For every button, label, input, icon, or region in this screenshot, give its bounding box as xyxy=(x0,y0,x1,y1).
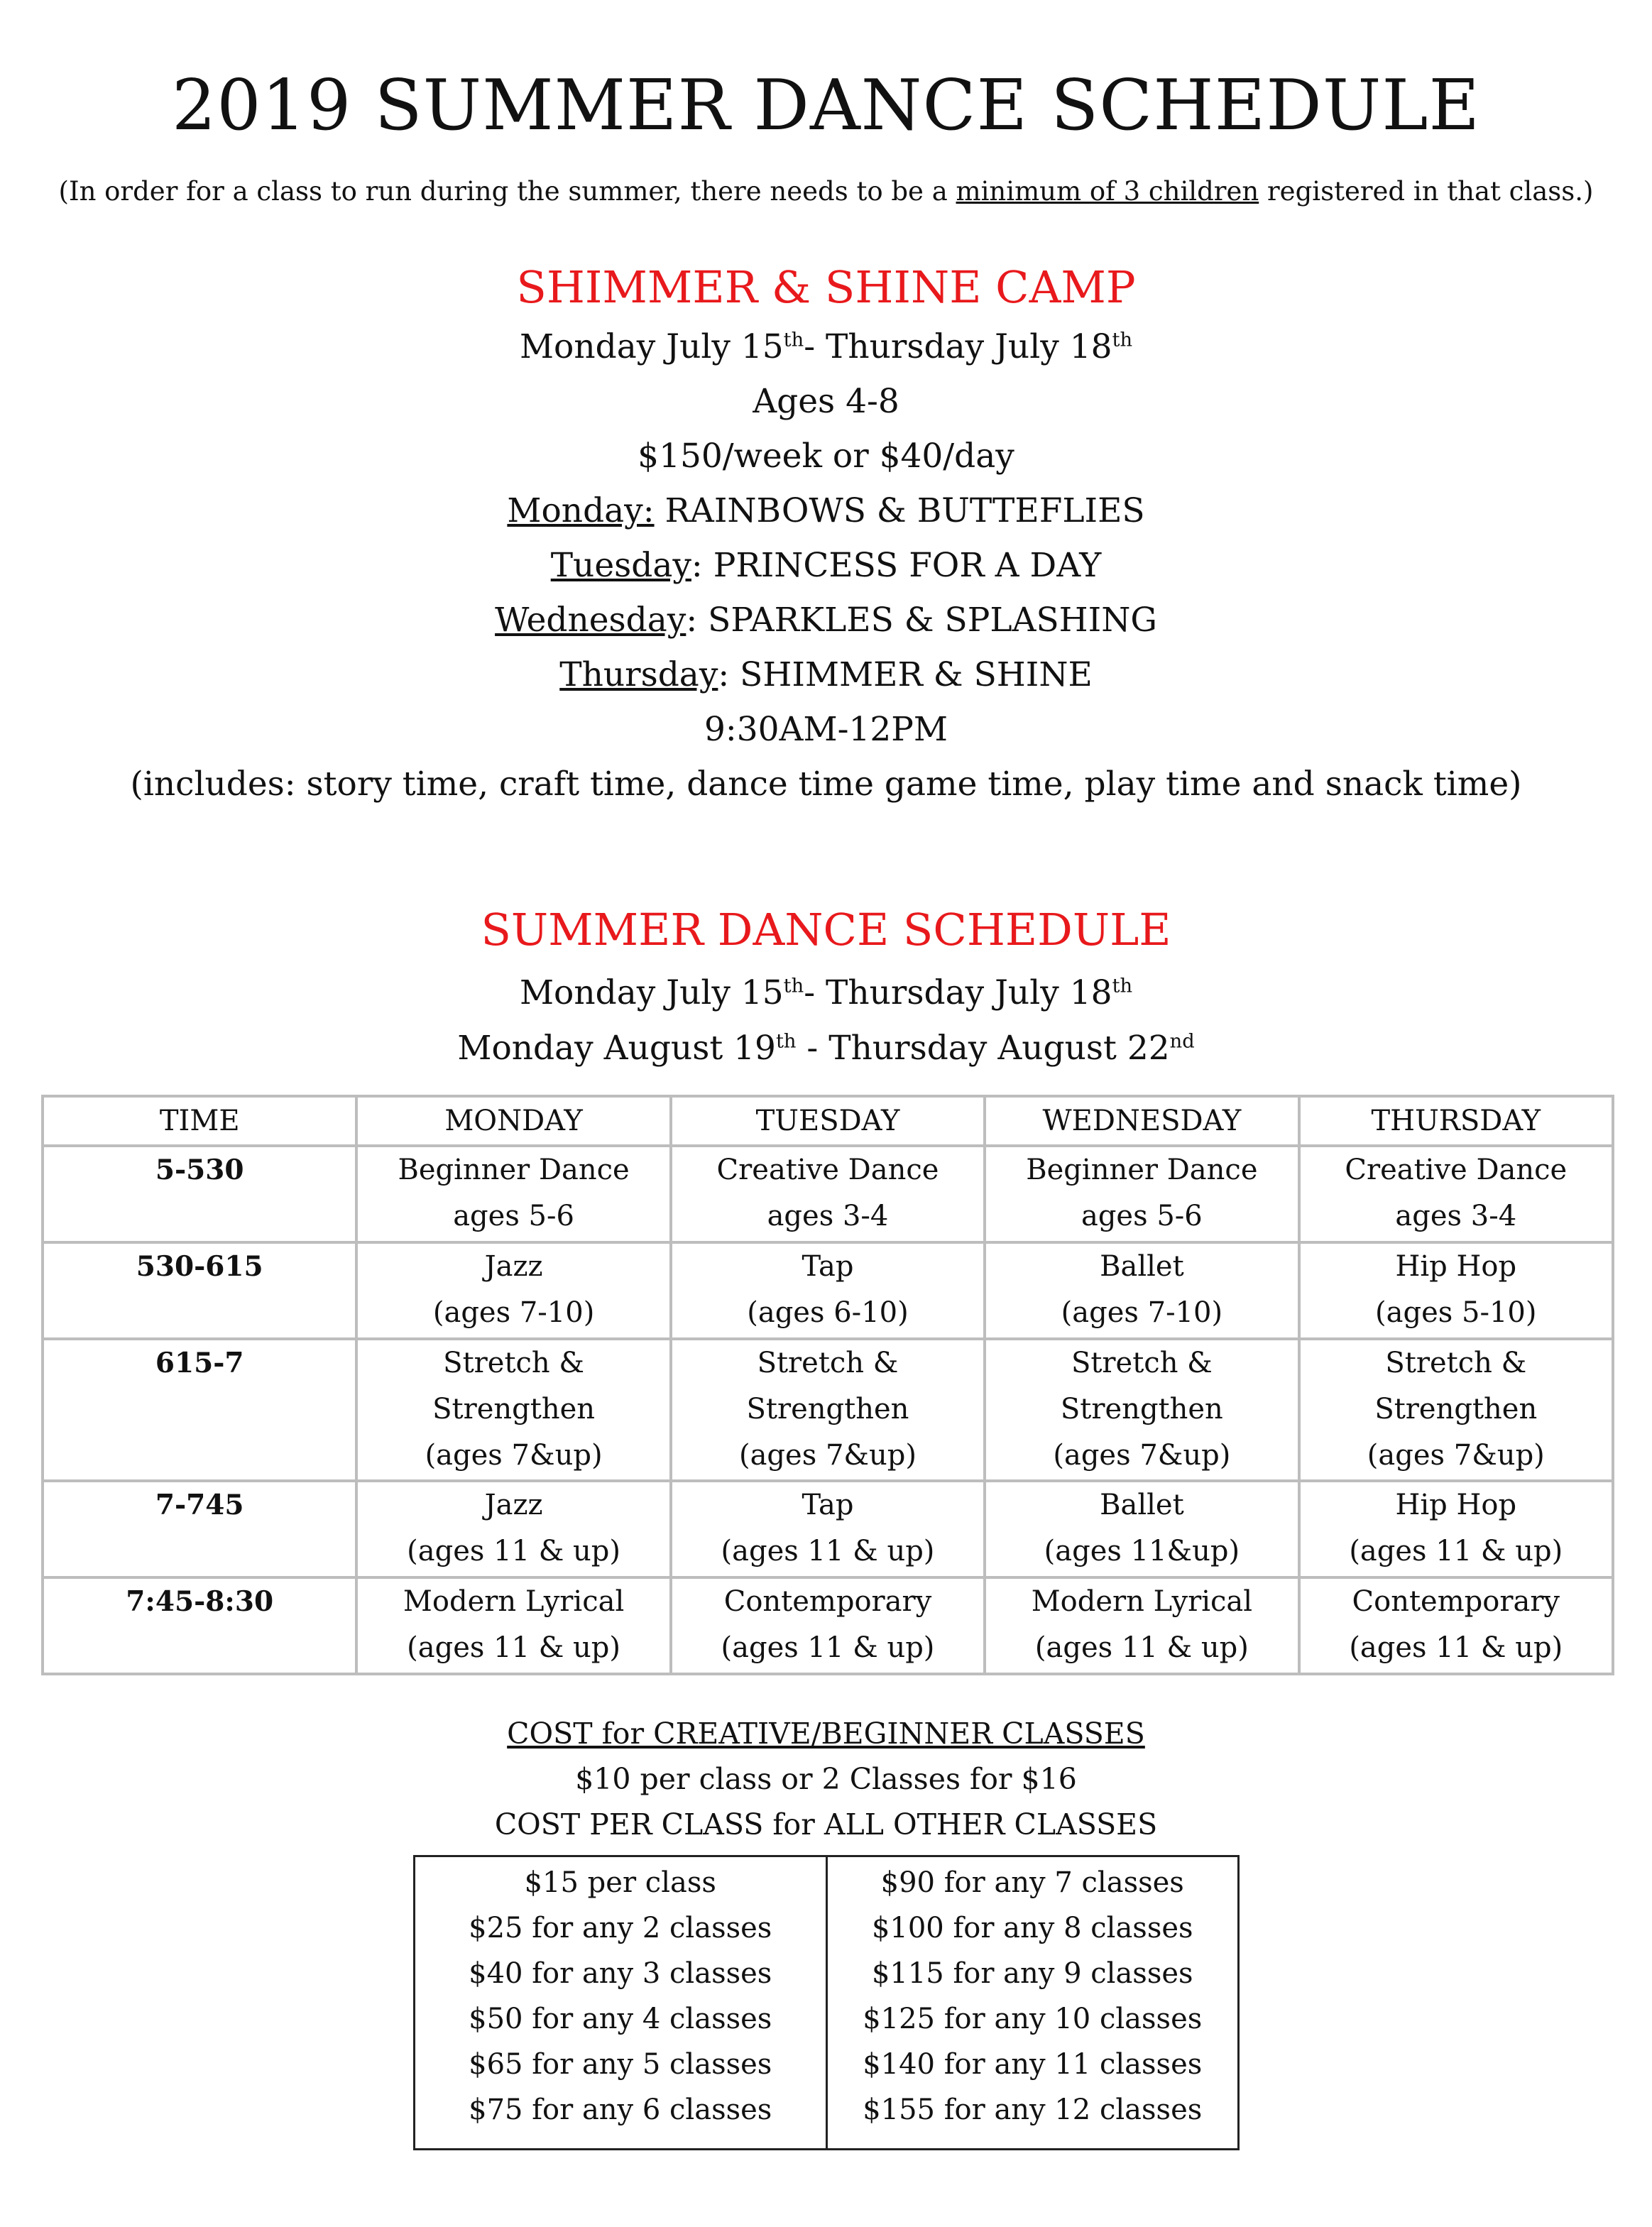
class-detail: (ages 11 & up) xyxy=(407,1631,621,1664)
class-name: Ballet xyxy=(1100,1250,1184,1283)
class-cell-thursday xyxy=(1299,1242,1613,1339)
class-cell-wednesday xyxy=(985,1577,1298,1674)
class-detail: (ages 7&up) xyxy=(738,1439,917,1472)
price-line: $90 for any 7 classes xyxy=(880,1866,1184,1899)
class-detail: (ages 11 & up) xyxy=(721,1535,935,1567)
other-cost-heading: COST PER CLASS for ALL OTHER CLASSES xyxy=(494,1807,1158,1842)
camp-time: 9:30AM-12PM xyxy=(704,710,948,749)
camp-dates xyxy=(0,319,1652,374)
class-detail: Strengthen xyxy=(432,1393,596,1426)
class-detail: (ages 7&up) xyxy=(425,1439,603,1472)
camp-ages: Ages 4-8 xyxy=(753,382,899,421)
class-name: Stretch & xyxy=(1071,1347,1213,1379)
class-name: Modern Lyrical xyxy=(1031,1585,1253,1618)
table-header-row xyxy=(43,1096,1613,1146)
price-line: $65 for any 5 classes xyxy=(469,2048,772,2081)
camp-day-thursday xyxy=(0,647,1652,702)
class-detail: ages 3-4 xyxy=(767,1200,889,1232)
camp-includes: (includes: story time, craft time, dance time game time, play time and snack time) xyxy=(130,765,1522,804)
class-detail: Strengthen xyxy=(746,1393,909,1426)
class-detail: Strengthen xyxy=(1060,1393,1223,1426)
schedule-date-start: Monday July 15 xyxy=(519,973,784,1012)
class-detail: (ages 7-10) xyxy=(1061,1296,1223,1329)
schedule-date-start-suffix: th xyxy=(783,975,804,997)
table-row xyxy=(43,1242,1613,1339)
time-slot-cell: 615-7 xyxy=(43,1339,356,1481)
class-detail: (ages 11 & up) xyxy=(407,1535,621,1567)
cost-section xyxy=(0,1711,1652,1847)
class-name: Creative Dance xyxy=(716,1154,939,1186)
class-name: Hip Hop xyxy=(1395,1489,1517,1521)
class-cell-thursday xyxy=(1299,1577,1613,1674)
class-cell-thursday xyxy=(1299,1146,1613,1242)
note-text-before: (In order for a class to run during the summer, there needs to be a xyxy=(58,176,956,207)
camp-day-theme: SPARKLES & SPLASHING xyxy=(697,601,1157,640)
column-header-time: TIME xyxy=(43,1096,356,1146)
class-detail: ages 3-4 xyxy=(1395,1200,1517,1232)
class-name: Ballet xyxy=(1100,1489,1184,1521)
price-line: $25 for any 2 classes xyxy=(469,1912,772,1944)
page-title: 2019 SUMMER DANCE SCHEDULE xyxy=(171,65,1481,146)
table-row xyxy=(43,1146,1613,1242)
camp-day-theme: SHIMMER & SHINE xyxy=(729,655,1093,694)
price-line: $115 for any 9 classes xyxy=(871,1957,1193,1990)
class-detail: (ages 7-10) xyxy=(432,1296,595,1329)
price-line: $125 for any 10 classes xyxy=(863,2003,1203,2035)
class-name: Creative Dance xyxy=(1345,1154,1568,1186)
class-detail: ages 5-6 xyxy=(453,1200,574,1232)
camp-day-tuesday xyxy=(0,538,1652,593)
price-line: $75 for any 6 classes xyxy=(469,2094,772,2126)
column-header-wednesday: WEDNESDAY xyxy=(985,1096,1298,1146)
class-name: Tap xyxy=(802,1489,854,1521)
creative-cost-heading-text: COST for CREATIVE/BEGINNER CLASSES xyxy=(507,1717,1145,1751)
class-detail: (ages 11&up) xyxy=(1044,1535,1240,1567)
class-name: Beginner Dance xyxy=(1026,1154,1258,1186)
class-detail: (ages 5-10) xyxy=(1375,1296,1537,1329)
schedule-date-end: - Thursday July 18 xyxy=(804,973,1112,1012)
class-detail: (ages 11 & up) xyxy=(1349,1535,1563,1567)
class-cell-tuesday xyxy=(671,1146,985,1242)
price-line: $100 for any 8 classes xyxy=(871,1912,1193,1944)
camp-date-end-suffix: th xyxy=(1112,329,1133,351)
class-name: Stretch & xyxy=(757,1347,899,1379)
class-name: Stretch & xyxy=(1385,1347,1527,1379)
schedule-dates-july xyxy=(0,965,1652,1021)
class-cell-monday xyxy=(356,1339,670,1481)
note-text-after: registered in that class.) xyxy=(1259,176,1594,207)
class-name: Stretch & xyxy=(443,1347,584,1379)
class-name: Hip Hop xyxy=(1395,1250,1517,1283)
time-slot-cell: 5-530 xyxy=(43,1146,356,1242)
class-schedule-table xyxy=(41,1095,1614,1675)
camp-day-label: Monday: xyxy=(507,491,655,530)
creative-cost-heading xyxy=(0,1711,1652,1756)
class-detail: ages 5-6 xyxy=(1081,1200,1203,1232)
class-detail: (ages 6-10) xyxy=(747,1296,909,1329)
minimum-note xyxy=(0,176,1652,207)
camp-day-monday xyxy=(0,483,1652,538)
class-name: Jazz xyxy=(484,1489,543,1521)
table-row xyxy=(43,1339,1613,1481)
camp-day-wednesday xyxy=(0,593,1652,647)
column-header-tuesday: TUESDAY xyxy=(671,1096,985,1146)
camp-price: $150/week or $40/day xyxy=(638,437,1014,476)
camp-date-end: - Thursday July 18 xyxy=(804,327,1112,366)
camp-day-colon: : xyxy=(686,601,698,640)
price-line: $15 per class xyxy=(524,1866,716,1899)
schedule-date-end-suffix: th xyxy=(1112,975,1133,997)
class-cell-thursday xyxy=(1299,1481,1613,1577)
schedule-date-end-suffix: nd xyxy=(1169,1030,1195,1053)
class-name: Beginner Dance xyxy=(398,1154,630,1186)
camp-section xyxy=(0,256,1652,811)
table-row xyxy=(43,1577,1613,1674)
class-cell-tuesday xyxy=(671,1339,985,1481)
price-line: $155 for any 12 classes xyxy=(863,2094,1203,2126)
class-name: Contemporary xyxy=(723,1585,932,1618)
column-header-thursday: THURSDAY xyxy=(1299,1096,1613,1146)
camp-day-colon: : xyxy=(691,546,703,585)
class-cell-monday xyxy=(356,1577,670,1674)
class-name: Jazz xyxy=(484,1250,543,1283)
price-line: $40 for any 3 classes xyxy=(469,1957,772,1990)
schedule-heading: SUMMER DANCE SCHEDULE xyxy=(481,904,1171,956)
price-column-right xyxy=(826,1856,1239,2150)
class-detail: (ages 11 & up) xyxy=(1349,1631,1563,1664)
class-cell-wednesday xyxy=(985,1146,1298,1242)
class-detail: (ages 11 & up) xyxy=(721,1631,935,1664)
class-cell-monday xyxy=(356,1481,670,1577)
class-detail: (ages 7&up) xyxy=(1367,1439,1545,1472)
column-header-monday: MONDAY xyxy=(356,1096,670,1146)
creative-cost-price: $10 per class or 2 Classes for $16 xyxy=(575,1762,1077,1796)
class-cell-wednesday xyxy=(985,1481,1298,1577)
price-line: $50 for any 4 classes xyxy=(469,2003,772,2035)
camp-day-label: Tuesday xyxy=(550,546,691,585)
table-row xyxy=(43,1481,1613,1577)
schedule-dates-august xyxy=(0,1021,1652,1076)
class-detail: (ages 11 & up) xyxy=(1034,1631,1249,1664)
class-detail: (ages 7&up) xyxy=(1053,1439,1231,1472)
camp-day-theme: RAINBOWS & BUTTEFLIES xyxy=(654,491,1145,530)
camp-day-label: Wednesday xyxy=(495,601,686,640)
class-cell-wednesday xyxy=(985,1339,1298,1481)
price-table-row xyxy=(415,1856,1239,2150)
note-underlined: minimum of 3 children xyxy=(956,176,1259,207)
schedule-date-end: - Thursday August 22 xyxy=(796,1029,1170,1068)
class-cell-wednesday xyxy=(985,1242,1298,1339)
schedule-date-start: Monday August 19 xyxy=(457,1029,776,1068)
camp-date-start: Monday July 15 xyxy=(519,327,784,366)
price-table xyxy=(413,1855,1240,2150)
price-column-left xyxy=(415,1856,827,2150)
class-name: Tap xyxy=(802,1250,854,1283)
class-cell-thursday xyxy=(1299,1339,1613,1481)
schedule-date-start-suffix: th xyxy=(775,1030,797,1053)
camp-day-theme: PRINCESS FOR A DAY xyxy=(702,546,1102,585)
camp-date-start-suffix: th xyxy=(783,329,804,351)
price-line: $140 for any 11 classes xyxy=(863,2048,1203,2081)
class-detail: Strengthen xyxy=(1374,1393,1538,1426)
time-slot-cell: 7-745 xyxy=(43,1481,356,1577)
time-slot-cell: 7:45-8:30 xyxy=(43,1577,356,1674)
schedule-section xyxy=(0,894,1652,1076)
camp-day-colon: : xyxy=(718,655,730,694)
camp-heading: SHIMMER & SHINE CAMP xyxy=(516,261,1136,313)
time-slot-cell: 530-615 xyxy=(43,1242,356,1339)
class-name: Contemporary xyxy=(1352,1585,1560,1618)
class-cell-tuesday xyxy=(671,1242,985,1339)
class-cell-monday xyxy=(356,1146,670,1242)
class-name: Modern Lyrical xyxy=(403,1585,625,1618)
class-cell-monday xyxy=(356,1242,670,1339)
class-cell-tuesday xyxy=(671,1577,985,1674)
camp-day-label: Thursday xyxy=(559,655,718,694)
class-cell-tuesday xyxy=(671,1481,985,1577)
